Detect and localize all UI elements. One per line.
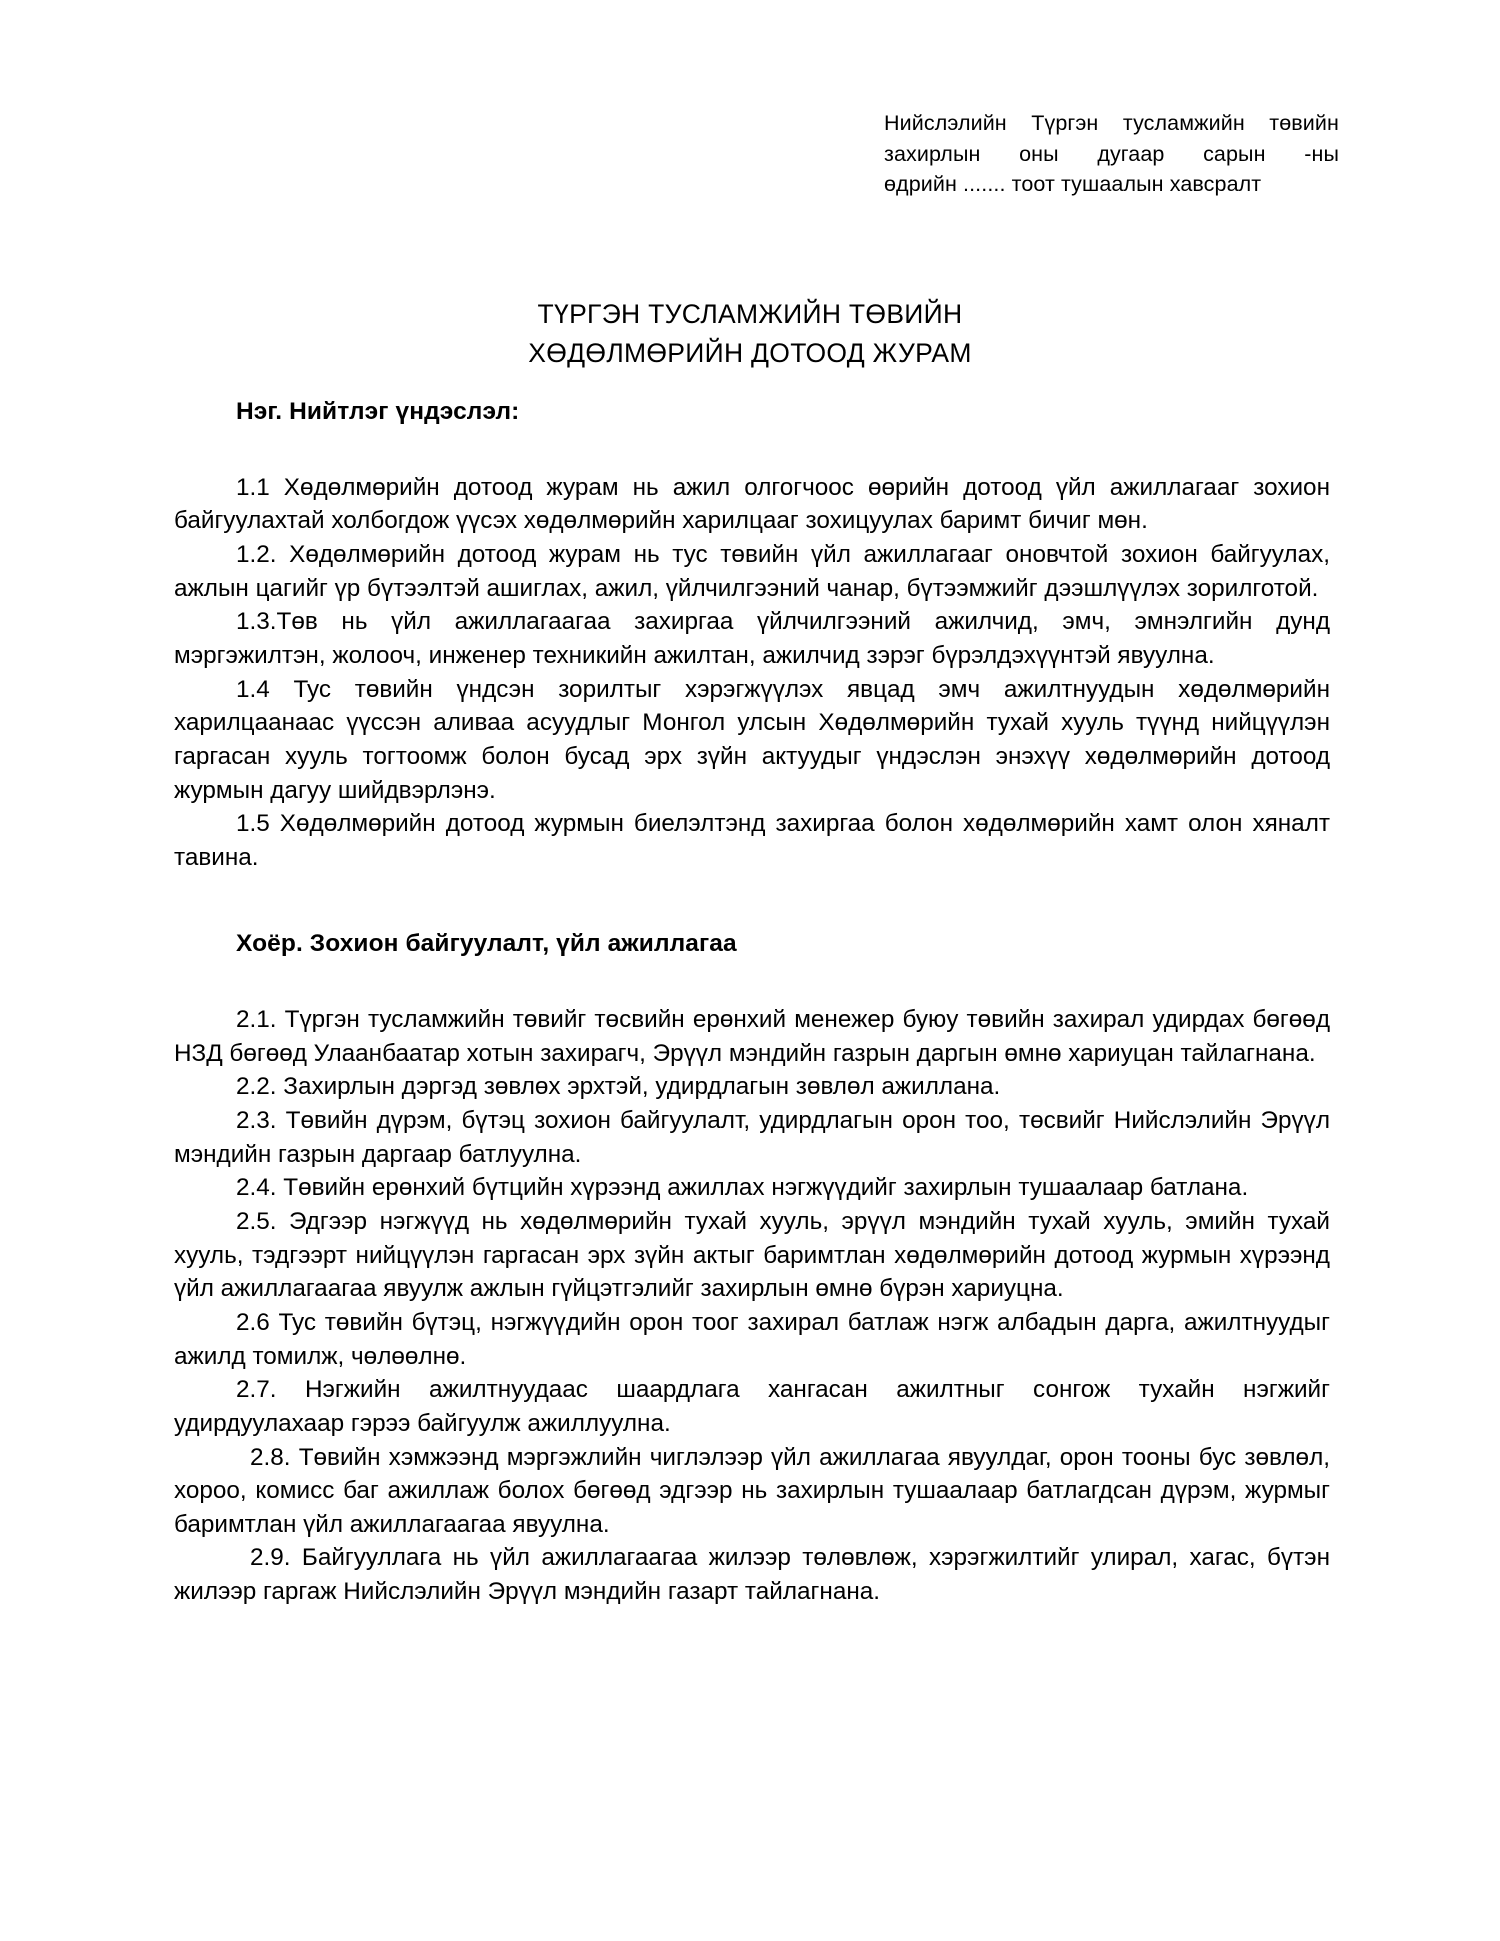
clause-2-5: 2.5. Эдгээр нэгжүүд нь хөдөлмөрийн тухай хууль, эрүүл мэндийн тухай хууль, эмийн тухай хууль, тэдгээрт нийцүүлэн гаргасан эрх зүйн актыг баримтлан хөдөлмөрийн дотоод журмын хүрээнд үйл ажиллагаагаа явуулж ажлын гүйцэтгэлийг захирлын өмнө бүрэн хариуцна. [174,1208,1330,1303]
clause-1-5: 1.5 Хөдөлмөрийн дотоод журмын биелэлтэнд захиргаа болон хөдөлмөрийн хамт олон хяналт тавина. [174,810,1330,871]
spacer [174,431,1330,471]
header-note-line-2: захирлын оны дугаар сарын -ны [884,141,1339,166]
header-note-line-1: Нийслэлийн Түргэн тусламжийн төвийн [884,111,1339,135]
clause-2-3: 2.3. Төвийн дүрэм, бүтэц зохион байгуулалт, удирдлагын орон тоо, төсвийг Нийслэлийн Эрүүл мэндийн газрын даргаар батлуулна. [174,1107,1330,1168]
clause-2-4: 2.4. Төвийн ерөнхий бүтцийн хүрээнд ажиллах нэгжүүдийг захирлын тушаалаар батлана. [236,1174,1249,1202]
clause-2-7: 2.7. Нэгжийн ажилтнуудаас шаардлага хангасан ажилтныг сонгож тухайн нэгжийг удирдуулахаар гэрээ байгуулж ажиллуулна. [174,1376,1330,1437]
clause-1-3: 1.3.Төв нь үйл ажиллагаагаа захиргаа үйлчилгээний ажилчид, эмч, эмнэлгийн дунд мэргэжилтэн, жолооч, инженер техникийн ажилтан, ажилчид зэрэг бүрэлдэхүүнтэй явуулна. [174,608,1330,669]
document-title-line-2: ХӨДӨЛМӨРИЙН ДОТООД ЖУРАМ [528,337,972,368]
document-body [174,394,1330,1609]
page-title [0,295,1500,373]
clause-2-9: 2.9. Байгууллага нь үйл ажиллагаагаа жилээр төлөвлөж, хэрэгжилтийг улирал, хагас, бүтэн жилээр гаргаж Нийслэлийн Эрүүл мэндийн газарт тайлагнана. [174,1544,1330,1606]
spacer [174,963,1330,1003]
clause-1-1: 1.1 Хөдөлмөрийн дотоод журам нь ажил олгогчоос өөрийн дотоод үйл ажиллагааг зохион байгуулахтай холбогдож үүсэх хөдөлмөрийн харилцааг зохицуулах баримт бичиг мөн. [174,473,1330,535]
clause-1-4: 1.4 Тус төвийн үндсэн зорилтыг хэрэгжүүлэх явцад эмч ажилтнуудын хөдөлмөрийн харилцаанаас үүссэн аливаа асуудлыг Монгол улсын Хөдөлмөрийн тухай хууль түүнд нийцүүлэн гаргасан хууль тогтоомж болон бусад эрх зүйн актуудыг үндэслэн энэхүү хөдөлмөрийн дотоод журмын дагуу шийдвэрлэнэ. [174,675,1330,804]
section-heading-two: Хоёр. Зохион байгуулалт, үйл ажиллагаа [236,930,737,958]
header-note-line-3: өдрийн ....... тоот тушаалын хавсралт [884,172,1262,197]
clause-2-1: 2.1. Түргэн тусламжийн төвийг төсвийн ерөнхий менежер буюу төвийн захирал удирдах бөгөөд НЗД бөгөөд Улаанбаатар хотын захирагч, Эрүүл мэндийн газрын даргын өмнө хариуцан тайлагнана. [174,1006,1330,1067]
clause-1-2: 1.2. Хөдөлмөрийн дотоод журам нь тус төвийн үйл ажиллагааг оновчтой зохион байгуулах, ажлын цагийг үр бүтээлтэй ашиглах, ажил, үйлчилгээний чанар, бүтээмжийг дээшлүүлэх зорилготой. [174,541,1330,602]
clause-2-2: 2.2. Захирлын дэргэд зөвлөх эрхтэй, удирдлагын зөвлөл ажиллана. [236,1073,1001,1101]
document-header-note [884,108,1339,200]
spacer [174,874,1330,926]
document-title-line-1: ТҮРГЭН ТУСЛАМЖИЙН ТӨВИЙН [537,299,963,329]
clause-2-6: 2.6 Тус төвийн бүтэц, нэгжүүдийн орон тоог захирал батлаж нэгж албадын дарга, ажилтнуудыг ажилд томилж, чөлөөлнө. [174,1308,1330,1370]
section-heading-one: Нэг. Нийтлэг үндэслэл: [236,398,520,425]
clause-2-8: 2.8. Төвийн хэмжээнд мэргэжлийн чиглэлээр үйл ажиллагаа явуулдаг, орон тооны бус зөвлөл, хороо, комисс баг ажиллаж болох бөгөөд эдгээр нь захирлын тушаалаар батлагдсан дүрэм, журмыг баримтлан үйл ажиллагаагаа явуулна. [174,1443,1330,1538]
